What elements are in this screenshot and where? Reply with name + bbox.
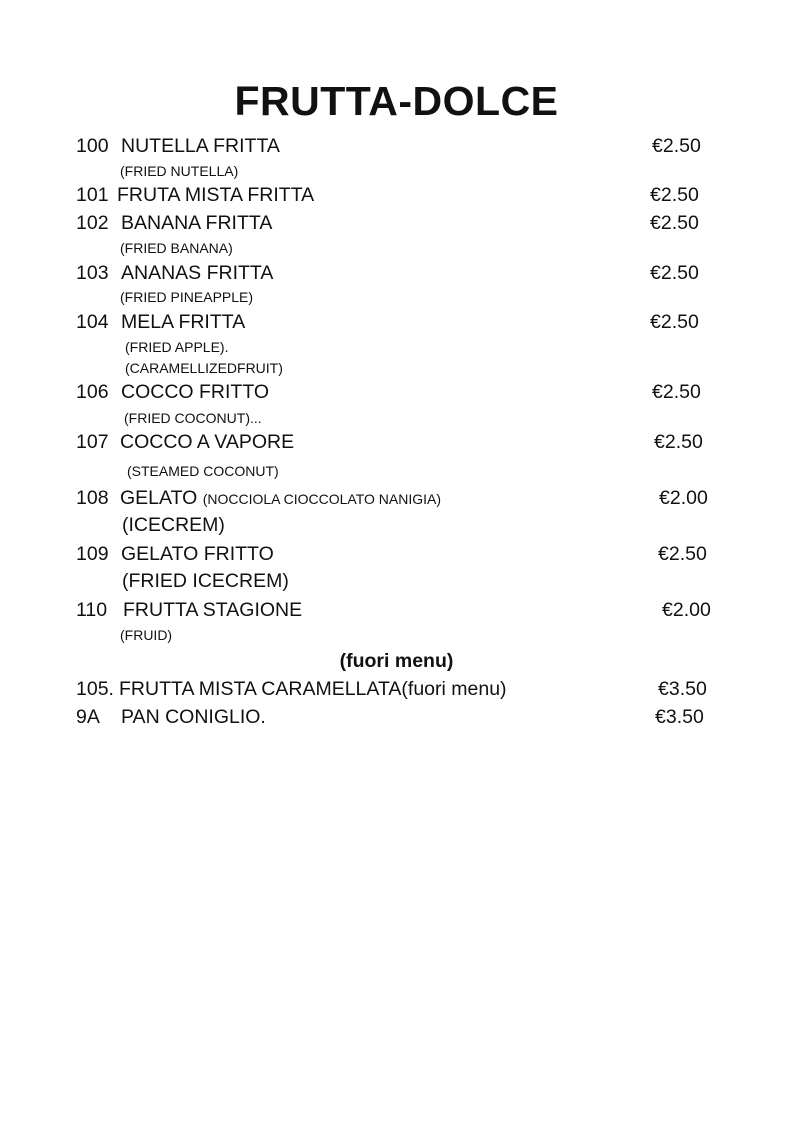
item-number: 107 — [76, 431, 109, 453]
item-price: €2.50 — [658, 543, 707, 565]
item-translation: (FRIED ICECREM) — [122, 570, 289, 592]
item-number: 105. — [76, 678, 114, 700]
item-translation: (FRIED PINEAPPLE) — [120, 289, 254, 305]
item-translation: (CARAMELLIZEDFRUIT) — [125, 360, 283, 376]
item-translation: (ICECREM) — [122, 514, 225, 536]
item-price: €2.50 — [652, 135, 701, 157]
item-number: 102 — [76, 212, 109, 234]
item-name: FRUTTA MISTA CARAMELLATA(fuori menu) — [119, 678, 507, 700]
item-name-note: (NOCCIOLA CIOCCOLATO NANIGIA) — [202, 491, 442, 507]
item-translation: (STEAMED COCONUT) — [127, 463, 279, 479]
item-number: 104 — [76, 311, 109, 333]
item-name: PAN CONIGLIO. — [121, 706, 266, 728]
item-number: 100 — [76, 135, 109, 157]
item-number: 108 — [76, 487, 109, 509]
item-price: €2.50 — [650, 212, 699, 234]
item-price: €2.00 — [659, 487, 708, 509]
item-price: €2.50 — [652, 381, 701, 403]
item-name: FRUTA MISTA FRITTA — [117, 184, 315, 206]
item-name: COCCO A VAPORE — [120, 431, 295, 453]
item-price: €2.50 — [654, 431, 703, 453]
item-name: ANANAS FRITTA — [121, 262, 274, 284]
item-name: COCCO FRITTO — [121, 381, 270, 403]
item-number: 106 — [76, 381, 109, 403]
item-price: €2.50 — [650, 184, 699, 206]
item-number: 101 — [76, 184, 109, 206]
item-translation: (FRIED BANANA) — [120, 240, 233, 256]
item-number: 9A — [76, 706, 100, 728]
item-translation: (FRIED APPLE). — [125, 339, 229, 355]
item-number: 110 — [76, 599, 108, 621]
item-name: GELATO — [120, 487, 198, 509]
item-name: GELATO FRITTO — [121, 543, 274, 565]
item-price: €3.50 — [658, 678, 707, 700]
item-name: NUTELLA FRITTA — [121, 135, 280, 157]
item-name: FRUTTA STAGIONE — [123, 599, 303, 621]
item-number: 103 — [76, 262, 109, 284]
page-title: FRUTTA-DOLCE — [234, 78, 559, 124]
item-translation: (FRIED COCONUT)... — [124, 410, 262, 426]
item-translation: (FRUID) — [120, 627, 173, 643]
section-heading: (fuori menu) — [339, 650, 454, 672]
item-price: €2.50 — [650, 311, 699, 333]
item-name: MELA FRITTA — [121, 311, 246, 333]
item-number: 109 — [76, 543, 109, 565]
item-translation: (FRIED NUTELLA) — [120, 163, 239, 179]
item-name: BANANA FRITTA — [121, 212, 273, 234]
item-price: €2.00 — [662, 599, 711, 621]
item-price: €2.50 — [650, 262, 699, 284]
item-price: €3.50 — [655, 706, 704, 728]
item-name-line — [120, 489, 441, 509]
